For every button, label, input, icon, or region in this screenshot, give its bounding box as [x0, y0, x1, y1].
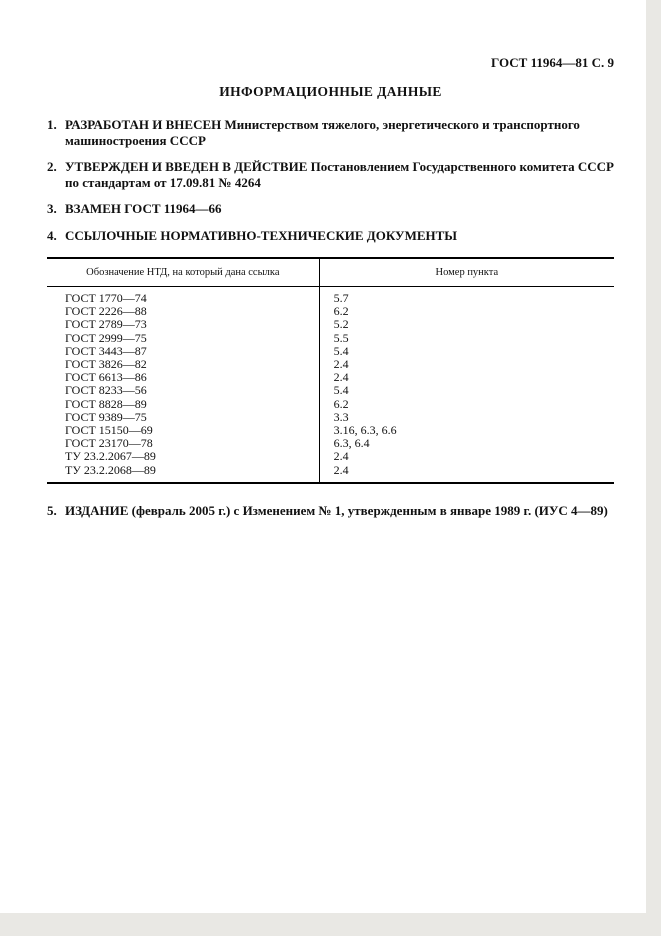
punkt-number-cell: 2.4 — [333, 370, 349, 385]
punkt-number-cell: 6.2 — [333, 396, 349, 411]
column-header-punkt: Номер пункта — [319, 258, 614, 287]
punkt-number-cell: 3.16, 6.3, 6.6 — [333, 423, 397, 438]
table-row — [47, 287, 614, 306]
ntd-designation-cell: ГОСТ 1770—74 — [47, 287, 319, 306]
punkt-number-cell: 5.5 — [333, 330, 349, 345]
punkt-number-cell: 2.4 — [333, 449, 349, 464]
table-row — [47, 318, 614, 331]
table-row — [47, 450, 614, 463]
references-table-wrap — [47, 257, 614, 484]
references-table — [47, 257, 614, 484]
item-number: 1. — [47, 117, 57, 132]
numbered-item-5 — [47, 503, 614, 519]
punkt-number-cell: 2.4 — [333, 462, 349, 477]
ntd-designation-cell: ГОСТ 2789—73 — [47, 318, 319, 331]
table-row — [47, 398, 614, 411]
numbered-item — [47, 117, 614, 148]
ntd-designation-cell: ТУ 23.2.2067—89 — [47, 450, 319, 463]
ntd-designation-cell: ГОСТ 3826—82 — [47, 358, 319, 371]
table-row — [47, 464, 614, 483]
table-header-row — [47, 258, 614, 287]
ntd-table-body — [47, 287, 614, 483]
item-text: ИЗДАНИЕ (февраль 2005 г.) с Изменением № 1, утвержденным в январе 1989 г. (ИУС 4—89) — [65, 502, 608, 518]
item-text: ССЫЛОЧНЫЕ НОРМАТИВНО-ТЕХНИЧЕСКИЕ ДОКУМЕНТЫ — [65, 227, 458, 243]
punkt-number-cell: 5.4 — [333, 343, 349, 358]
ntd-designation-cell: ГОСТ 8233—56 — [47, 384, 319, 397]
ntd-designation-cell: ГОСТ 3443—87 — [47, 345, 319, 358]
items-list — [47, 117, 614, 243]
ntd-designation-cell: ГОСТ 2999—75 — [47, 332, 319, 345]
table-row — [47, 332, 614, 345]
page-title: ИНФОРМАЦИОННЫЕ ДАННЫЕ — [219, 84, 442, 99]
document-reference: ГОСТ 11964—81 С. 9 — [491, 55, 614, 70]
ntd-designation-cell: ГОСТ 15150—69 — [47, 424, 319, 437]
punkt-number-cell: 5.2 — [333, 317, 349, 332]
punkt-number-cell: 5.4 — [333, 383, 349, 398]
ntd-designation-cell: ГОСТ 2226—88 — [47, 305, 319, 318]
table-row — [47, 384, 614, 397]
numbered-item — [47, 201, 614, 217]
ntd-designation-cell: ГОСТ 23170—78 — [47, 437, 319, 450]
ntd-designation-cell: ГОСТ 8828—89 — [47, 398, 319, 411]
punkt-number-cell: 2.4 — [333, 357, 349, 372]
column-header-ntd: Обозначение НТД, на который дана ссылка — [47, 258, 319, 287]
numbered-item — [47, 159, 614, 190]
punkt-number-cell: 6.2 — [333, 304, 349, 319]
item-number: 2. — [47, 159, 57, 174]
numbered-item — [47, 228, 614, 244]
item-text: УТВЕРЖДЕН И ВВЕДЕН В ДЕЙСТВИЕ Постановлением Государственного комитета СССР по стандартам от 17.09.81 № 4264 — [65, 159, 614, 190]
ntd-designation-cell: ГОСТ 9389—75 — [47, 411, 319, 424]
punkt-number-cell: 3.3 — [333, 409, 349, 424]
item-text: ВЗАМЕН ГОСТ 11964—66 — [65, 201, 222, 216]
punkt-number-cell: 6.3, 6.4 — [333, 436, 370, 451]
item-number: 4. — [47, 227, 57, 243]
ntd-designation-cell: ТУ 23.2.2068—89 — [47, 464, 319, 483]
item-number: 5. — [47, 502, 57, 518]
ntd-designation-cell: ГОСТ 6613—86 — [47, 371, 319, 384]
references-table-head — [47, 258, 614, 287]
item-text: РАЗРАБОТАН И ВНЕСЕН Министерством тяжелого, энергетического и транспортного машиностроения СССР — [65, 117, 580, 148]
punkt-number-cell: 5.7 — [333, 291, 349, 305]
item-number: 3. — [47, 201, 57, 216]
